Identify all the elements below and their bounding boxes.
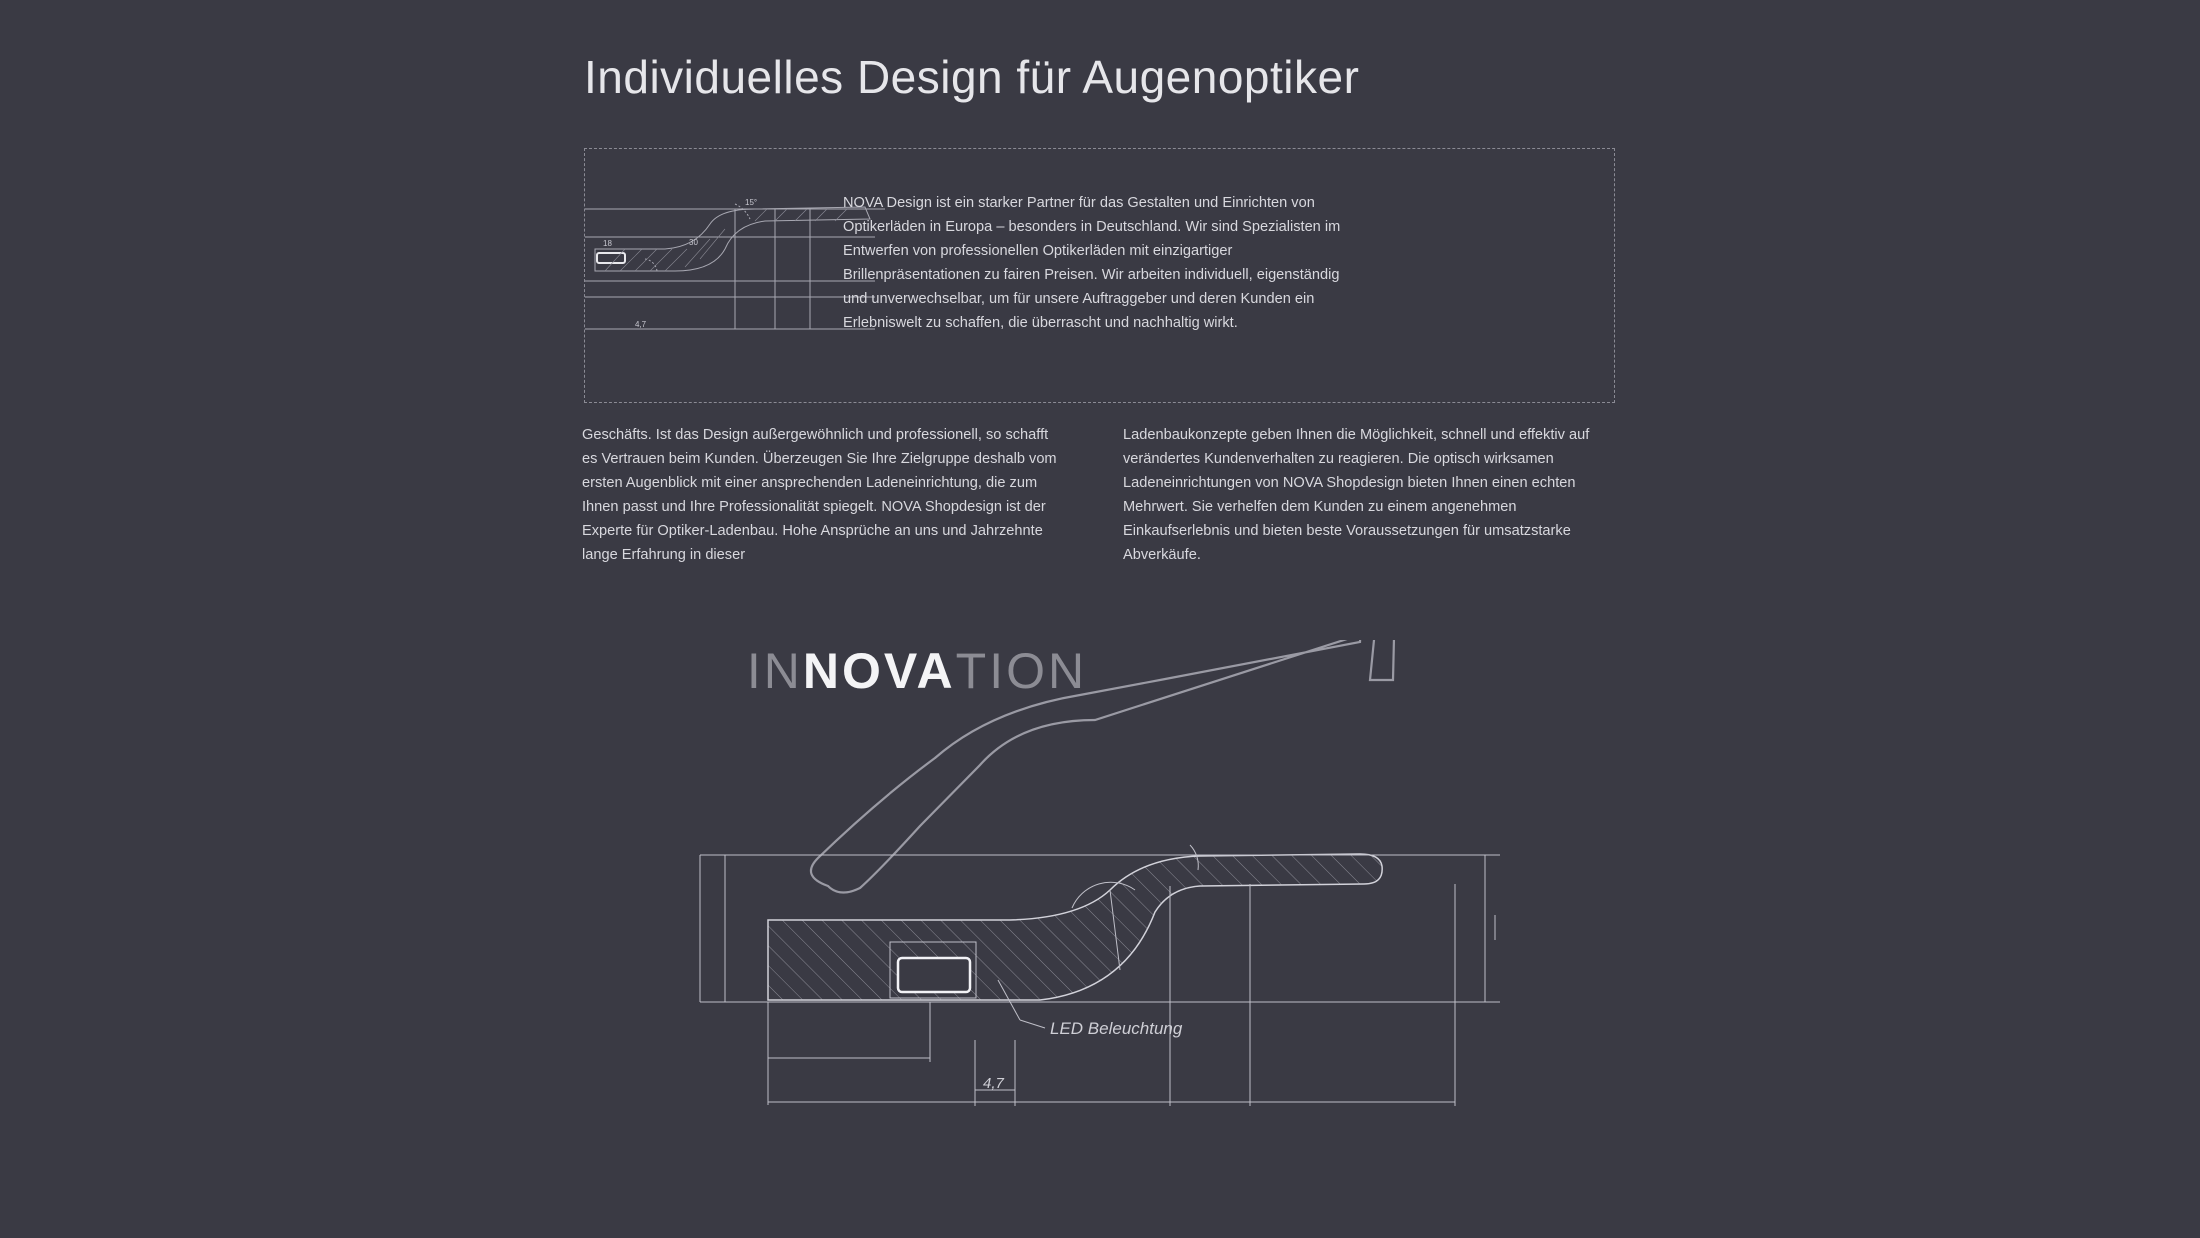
left-column-text: Geschäfts. Ist das Design außergewöhnlich und professionell, so schafft es Vertrauen beim Kunden. Überzeugen Sie Ihre Zielgruppe deshalb vom ersten Augenblick mit einer ansprechenden Ladeneinrichtung, die zum Ihnen passt und Ihre Professionalität spiegelt. NOVA Shopdesign ist der Experte für Optiker-Ladenbau. Hohe Ansprüche an uns und Jahrzehnte lange Erfahrung in dieser	[582, 427, 1057, 563]
logo-brand: NOVA	[802, 643, 956, 699]
intro-text: NOVA Design ist ein starker Partner für das Gestalten und Einrichten von Optikerläden in Europa – besonders in Deutschland. Wir sind Spezialisten im Entwerfen von professionellen Optikerläden mit einzigartiger Brillenpräsentationen zu fairen Preisen. Wir arbeiten individuell, eigenständig und unverwechselbar, um für unsere Auftraggeber und deren Kunden ein Erlebniswelt zu schaffen, die überrascht und nachhaltig wirkt.	[843, 195, 1341, 331]
intro-section	[584, 148, 1615, 403]
page-title: Individuelles Design für Augenoptiker	[584, 51, 1360, 103]
intro-technical-drawing	[585, 189, 885, 339]
main-technical-drawing	[680, 640, 1540, 1120]
intro-width-label: 18	[603, 239, 612, 248]
logo-prefix: IN	[746, 643, 803, 699]
right-column-text: Ladenbaukonzepte geben Ihnen die Möglichkeit, schnell und effektiv auf verändertes Kundenverhalten zu reagieren. Die optisch wirksamen Ladeneinrichtungen von NOVA Shopdesign bieten Ihnen einen echten Mehrwert. Sie verhelfen dem Kunden zu einem angenehmen Einkaufserlebnis und bieten beste Voraussetzungen für umsatzstarke Abverkäufe.	[1123, 427, 1590, 563]
intro-angle-label: 15°	[745, 198, 758, 207]
led-channel	[898, 958, 970, 992]
intro-offset-label: 4,7	[635, 320, 647, 329]
innovation-logo	[747, 643, 1087, 699]
shelf-profile	[768, 854, 1382, 1000]
intro-thickness-label: 30	[689, 238, 698, 247]
dimension-label: 4,7	[983, 1075, 1004, 1092]
led-label: LED Beleuchtung	[1050, 1019, 1183, 1038]
logo-suffix: TION	[955, 643, 1088, 699]
